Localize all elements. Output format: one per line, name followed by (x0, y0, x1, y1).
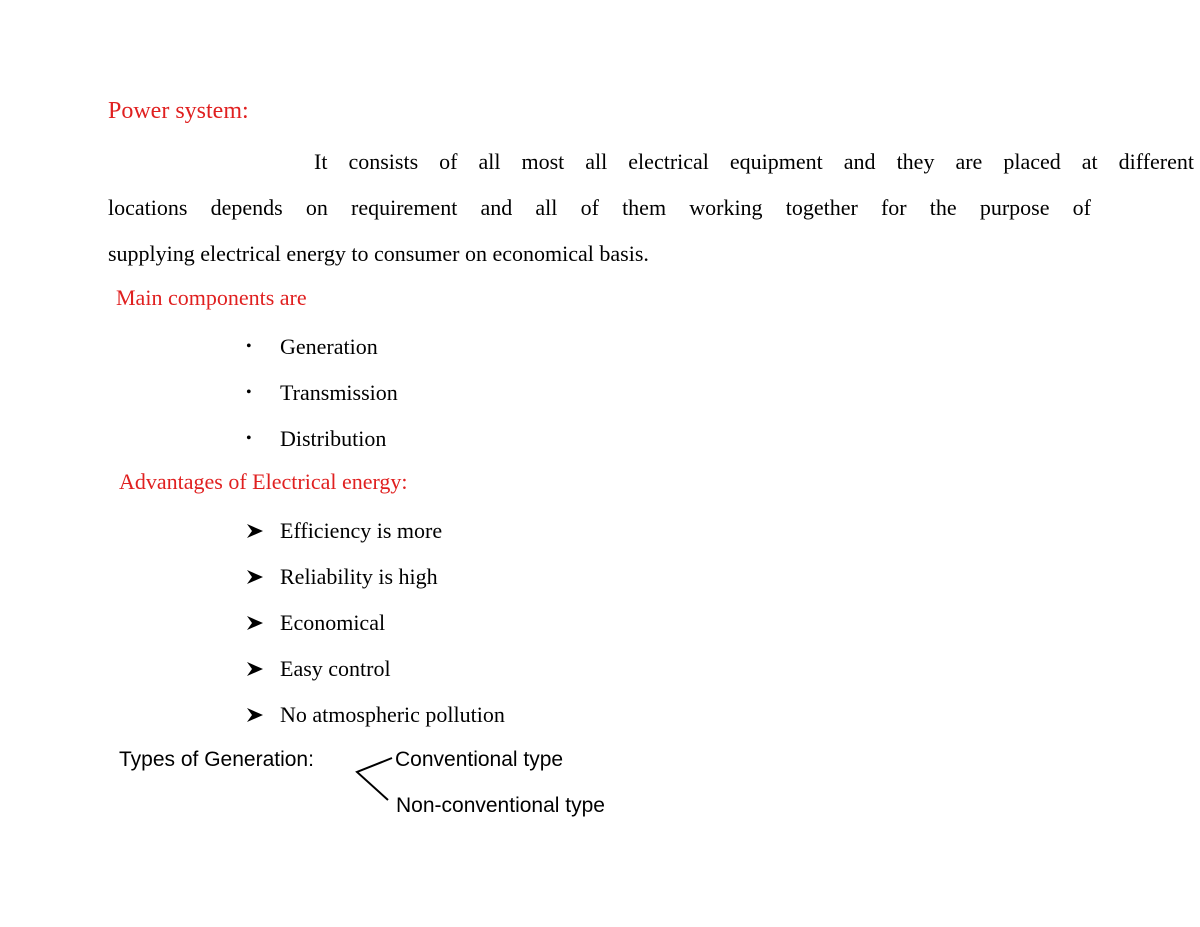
arrowhead-bullet-icon (246, 608, 280, 638)
arrowhead-bullet-icon (246, 562, 280, 592)
generation-types-label: Types of Generation: (119, 748, 314, 771)
list-item (246, 378, 398, 408)
list-item (246, 516, 442, 546)
list-item (246, 608, 385, 638)
list-item-label: Reliability is high (280, 564, 438, 589)
list-item (246, 424, 386, 454)
arrowhead-bullet-icon (246, 700, 280, 730)
list-item (246, 332, 378, 362)
list-item (246, 700, 505, 730)
list-item-label: Transmission (280, 380, 398, 405)
list-item-label: Generation (280, 334, 378, 359)
paragraph-line: supplying electrical energy to consumer on economical basis. (108, 241, 649, 266)
branch-bracket-icon (354, 756, 394, 802)
arrowhead-bullet-icon (246, 516, 280, 546)
generation-type: Non-conventional type (396, 794, 605, 817)
list-item (246, 562, 438, 592)
page-title: Power system: (108, 98, 249, 124)
bullet-icon: • (246, 384, 252, 401)
list-item-label: Efficiency is more (280, 518, 443, 543)
bullet-icon: • (246, 430, 252, 447)
paragraph-line: locations depends on requirement and all of them working together for the purpose of (108, 195, 1091, 220)
arrowhead-bullet-icon (246, 654, 280, 684)
generation-type: Conventional type (395, 748, 564, 771)
components-heading: Main components are (116, 285, 307, 310)
list-item-label: Distribution (280, 426, 387, 451)
advantages-heading: Advantages of Electrical energy: (119, 469, 408, 494)
paragraph-line: It consists of all most all electrical equipment and they are placed at different (314, 149, 1194, 174)
list-item (246, 654, 391, 684)
bullet-icon: • (246, 338, 252, 355)
list-item-label: Easy control (280, 656, 391, 681)
list-item-label: No atmospheric pollution (280, 702, 505, 727)
list-item-label: Economical (280, 610, 386, 635)
